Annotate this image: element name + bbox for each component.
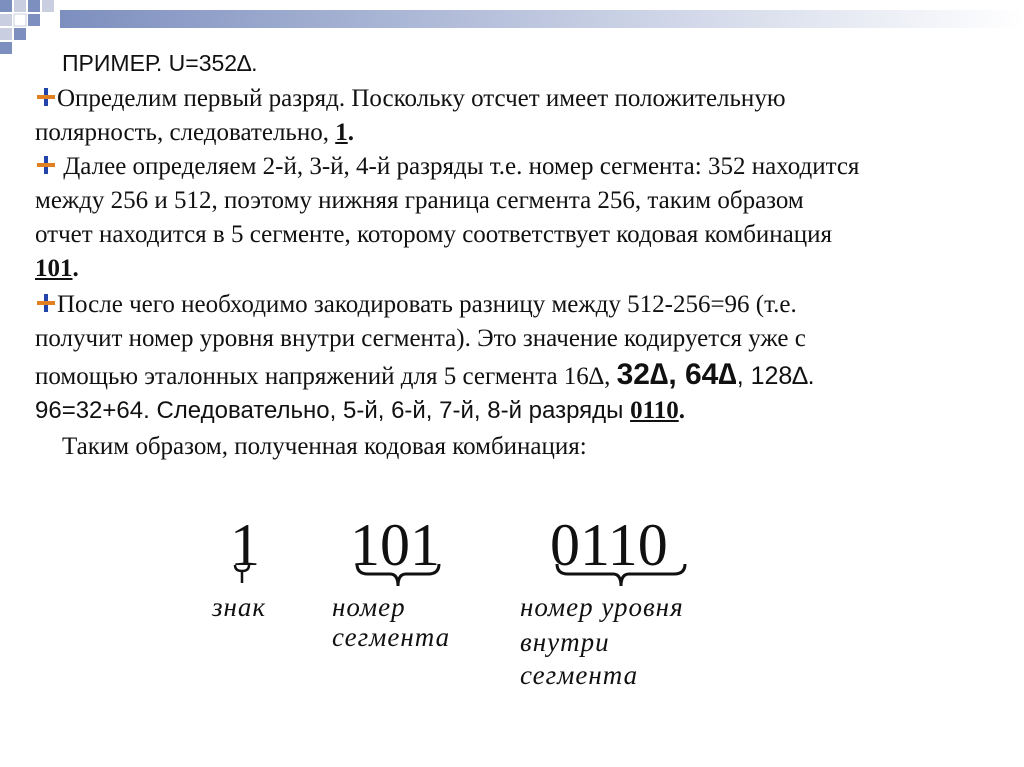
bullet-3-text-4: 96=32+64. Следовательно, 5-й, 6-й, 7-й, 8-й разряды: [35, 397, 631, 424]
bullet-3-text-3: помощью эталонных напряжений для 5 сегмента 16∆,: [35, 363, 617, 390]
bullet-2-line-1: [35, 150, 859, 184]
sign-bit-value: 1: [335, 119, 348, 146]
bullet-2-period: .: [72, 255, 79, 282]
bullet-3-line-2: получит номер уровня внутри сегмента). Это значение кодируется уже с: [35, 325, 806, 352]
reference-voltages-bold: 32∆, 64∆: [616, 358, 737, 391]
conclusion-text: Таким образом, полученная кодовая комбинация:: [62, 433, 587, 460]
bullet-3-text-3-end: , 128∆.: [736, 362, 815, 390]
bullet-1-period: .: [347, 119, 354, 146]
bullet-2-line-4: [35, 252, 79, 286]
caption-level-line-1: номер уровня: [520, 592, 684, 622]
caption-level-line-3: сегмента: [520, 660, 639, 690]
bullet-2-text: Далее определяем 2-й, 3-й, 4-й разряды т.е. номер сегмента: 352 находится: [57, 153, 860, 180]
segment-code-value: 101: [35, 255, 73, 282]
bullet-icon: [35, 154, 57, 176]
level-code-value: 0110: [630, 397, 679, 424]
bullet-icon: [35, 86, 57, 108]
bullet-1-text: Определим первый разряд. Поскольку отсчет имеет положительную: [57, 85, 786, 112]
page-title: ПРИМЕР. U=352∆.: [62, 50, 258, 76]
brace-level: [554, 562, 688, 590]
bullet-1-line-1: [35, 82, 786, 116]
bullet-3-line-1: [35, 288, 797, 322]
code-digit-sign: 1: [230, 512, 260, 578]
caption-segment-line-1: номер: [332, 592, 406, 622]
code-digits-segment: 101: [350, 512, 440, 578]
code-digits-level: 0110: [550, 512, 668, 578]
bullet-2-line-3: отчет находится в 5 сегменте, которому соответствует кодовая комбинация: [35, 221, 833, 248]
bullet-1-line-2: [35, 116, 354, 150]
caption-level-line-2: внутри: [520, 627, 610, 657]
bullet-3-text: После чего необходимо закодировать разницу между 512-256=96 (т.е.: [57, 291, 797, 318]
bullet-3-line-3: [35, 358, 815, 394]
brace-segment: [354, 562, 442, 590]
caption-sign: знак: [212, 592, 267, 622]
bullet-2-line-2: между 256 и 512, поэтому нижняя граница сегмента 256, таким образом: [35, 187, 804, 214]
caption-segment-line-2: сегмента: [332, 622, 451, 652]
bullet-icon: [35, 292, 57, 314]
bullet-3-period: .: [678, 397, 685, 424]
bullet-1-text-2: полярность, следовательно,: [35, 119, 336, 146]
bullet-3-line-4: [35, 394, 685, 428]
brace-sign: [232, 563, 252, 587]
